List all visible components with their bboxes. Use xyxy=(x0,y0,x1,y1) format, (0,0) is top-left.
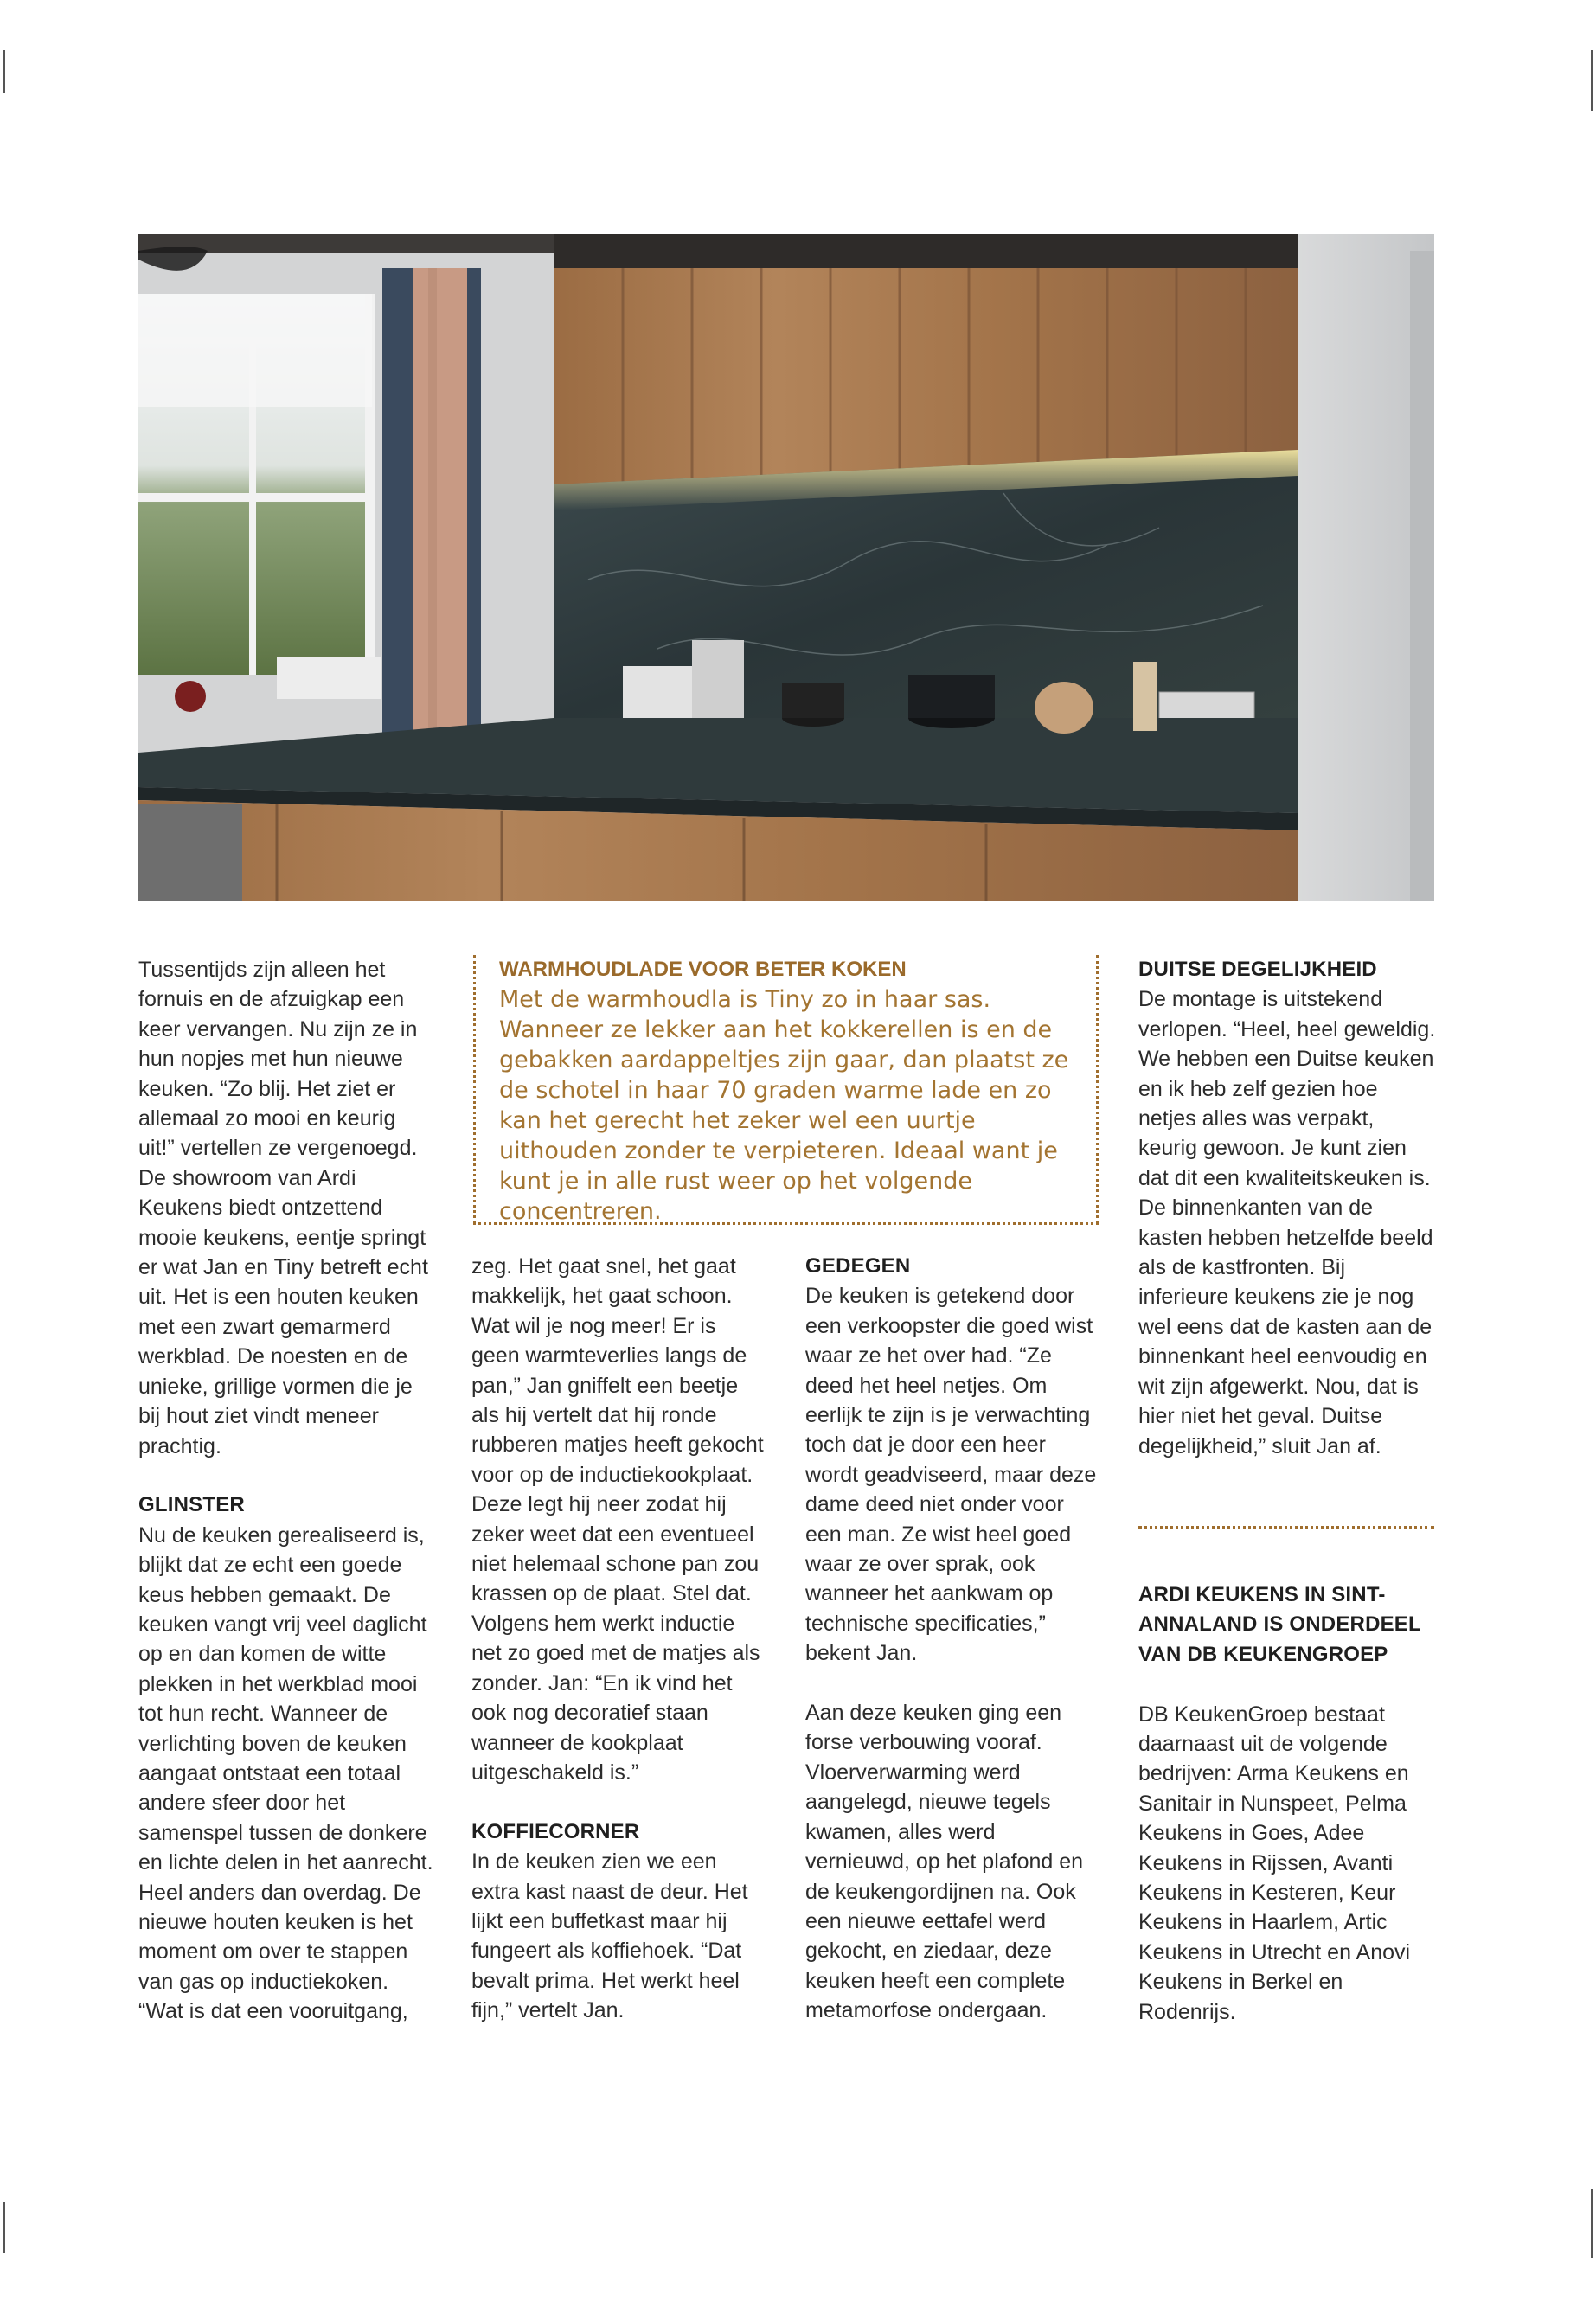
section-heading-glinster: GLINSTER xyxy=(138,1493,245,1517)
paragraph: De montage is uitstekend verlopen. “Heel, heel geweldig. We hebben een Duitse keuken en ik heb zelf gezien hoe netjes alles was verpakt, keurig gewoon. Je kunt zien dat dit een kwaliteitskeuken is. De binnenkanten van de kasten hebben hetzelfde beeld als de kastfronten. Bij inferieure keukens zie je nog wel eens dat de kasten aan de binnenkant heel eenvoudig en wit zijn afgewerkt. Nou, dat is hier niet het geval. Duitse degelijkheid,” sluit Jan af. xyxy=(1138,987,1436,1458)
section-heading-gedegen: GEDEGEN xyxy=(805,1254,911,1278)
paragraph: Aan deze keuken ging een forse verbouwing vooraf. Vloerverwarming werd aangelegd, nieuwe tegels kwamen, alles werd vernieuwd, op het plafond en de keukengordijnen na. Ook een nieuwe eettafel werd gekocht, en ziedaar, deze keuken heeft een complete metamorfose ondergaan. xyxy=(805,1701,1084,2023)
kitchen-photo xyxy=(138,234,1434,901)
crop-mark xyxy=(1591,2189,1593,2258)
section-heading-koffiecorner: KOFFIECORNER xyxy=(471,1819,640,1843)
paragraph: Nu de keuken gerealiseerd is, blijkt dat ze echt een goede keus hebben gemaakt. De keuken vangt vrij veel daglicht op en dan komen de witte plekken in het werkblad mooi tot hun recht. Wanneer de verlichting boven de keuken aangaat ontstaat een totaal andere sfeer door het samenspel tussen de donkere en lichte delen in het aanrecht. Heel anders dan overdag. De nieuwe houten keuken is het moment om over te stappen van gas op inductiekoken. “Wat is dat een vooruitgang, xyxy=(138,1522,433,2024)
paragraph: DB KeukenGroep bestaat daarnaast uit de volgende bedrijven: Arma Keukens en Sanitair in Nunspeet, Pelma Keukens in Goes, Adee Keukens in Rijssen, Avanti Keukens in Kesteren, Keur Keukens in Haarlem, Artic Keukens in Utrecht en Anovi Keukens in Berkel en Rodenrijs. xyxy=(1138,1702,1411,2024)
paragraph: In de keuken zien we een extra kast naast de deur. Het lijkt een buffetkast maar hij fungeert als koffiehoek. “Dat bevalt prima. Het werkt heel fijn,” vertelt Jan. xyxy=(471,1849,748,2023)
crop-mark xyxy=(1591,50,1593,111)
text-column-1 xyxy=(138,955,437,2027)
text-column-4 xyxy=(1138,955,1437,1461)
crop-mark xyxy=(3,50,5,93)
dotted-divider xyxy=(1138,1526,1434,1529)
paragraph: De keuken is getekend door een verkoopster die goed wist waar ze het over had. “Ze deed het heel netjes. Om eerlijk te zijn is je verwachting toch dat je door een heer wordt geadviseerd, maar deze dame deed niet onder voor een man. Ze wist heel goed waar ze over sprak, ook wanneer het aankwam op technische specificaties,” bekent Jan. xyxy=(805,1284,1097,1666)
paragraph: zeg. Het gaat snel, het gaat makkelijk, het gaat schoon. Wat wil je nog meer! Er is geen warmteverlies langs de pan,” Jan gniffelt een beetje als hij vertelt dat hij ronde rubberen matjes heeft gekocht voor op de inductiekookplaat. Deze legt hij neer zodat hij zeker weet dat een eventueel niet helemaal schone pan zou krassen op de plaat. Stel dat. Volgens hem werkt inductie net zo goed met de matjes als zonder. Jan: “En ik vind het ook nog decoratief staan wanneer de kookplaat uitgeschakeld is.” xyxy=(471,1254,764,1785)
text-column-2 xyxy=(471,1252,770,2026)
tip-box-title: WARMHOUDLADE VOOR BETER KOKEN xyxy=(499,958,907,981)
tip-box xyxy=(473,955,1099,1225)
section-heading-duitse-degelijkheid: DUITSE DEGELIJKHEID xyxy=(1138,958,1377,981)
tip-box-text: Met de warmhoudla is Tiny zo in haar sas. Wanneer ze lekker aan het kokkerellen is en de gebakken aardappeltjes zijn gaar, dan plaatst ze de schotel in haar 70 graden warme lade en zo kan het gerecht het zeker wel een uurtje uithouden zonder te verpieteren. Ideaal want je kunt je in alle rust weer op het volgende concentreren. xyxy=(499,986,1069,1225)
sidebar-heading: ARDI KEUKENS IN SINT-ANNALAND IS ONDERDEEL VAN DB KEUKENGROEP xyxy=(1138,1583,1421,1666)
sidebar-info xyxy=(1138,1580,1437,2027)
paragraph: Tussentijds zijn alleen het fornuis en de afzuigkap een keer vervangen. Nu zijn ze in hun nopjes met hun nieuwe keuken. “Zo blij. Het ziet er allemaal zo mooi en keurig uit!” vertellen ze vergenoegd. De showroom van Ardi Keukens biedt ontzettend mooie keukens, eentje springt er wat Jan en Tiny betreft echt uit. Het is een houten keuken met een zwart gemarmerd werkblad. De noesten en de unieke, grillige vormen die je bij hout ziet vindt meneer prachtig. xyxy=(138,958,428,1458)
text-column-3 xyxy=(805,1252,1104,2026)
crop-mark xyxy=(3,2202,5,2253)
